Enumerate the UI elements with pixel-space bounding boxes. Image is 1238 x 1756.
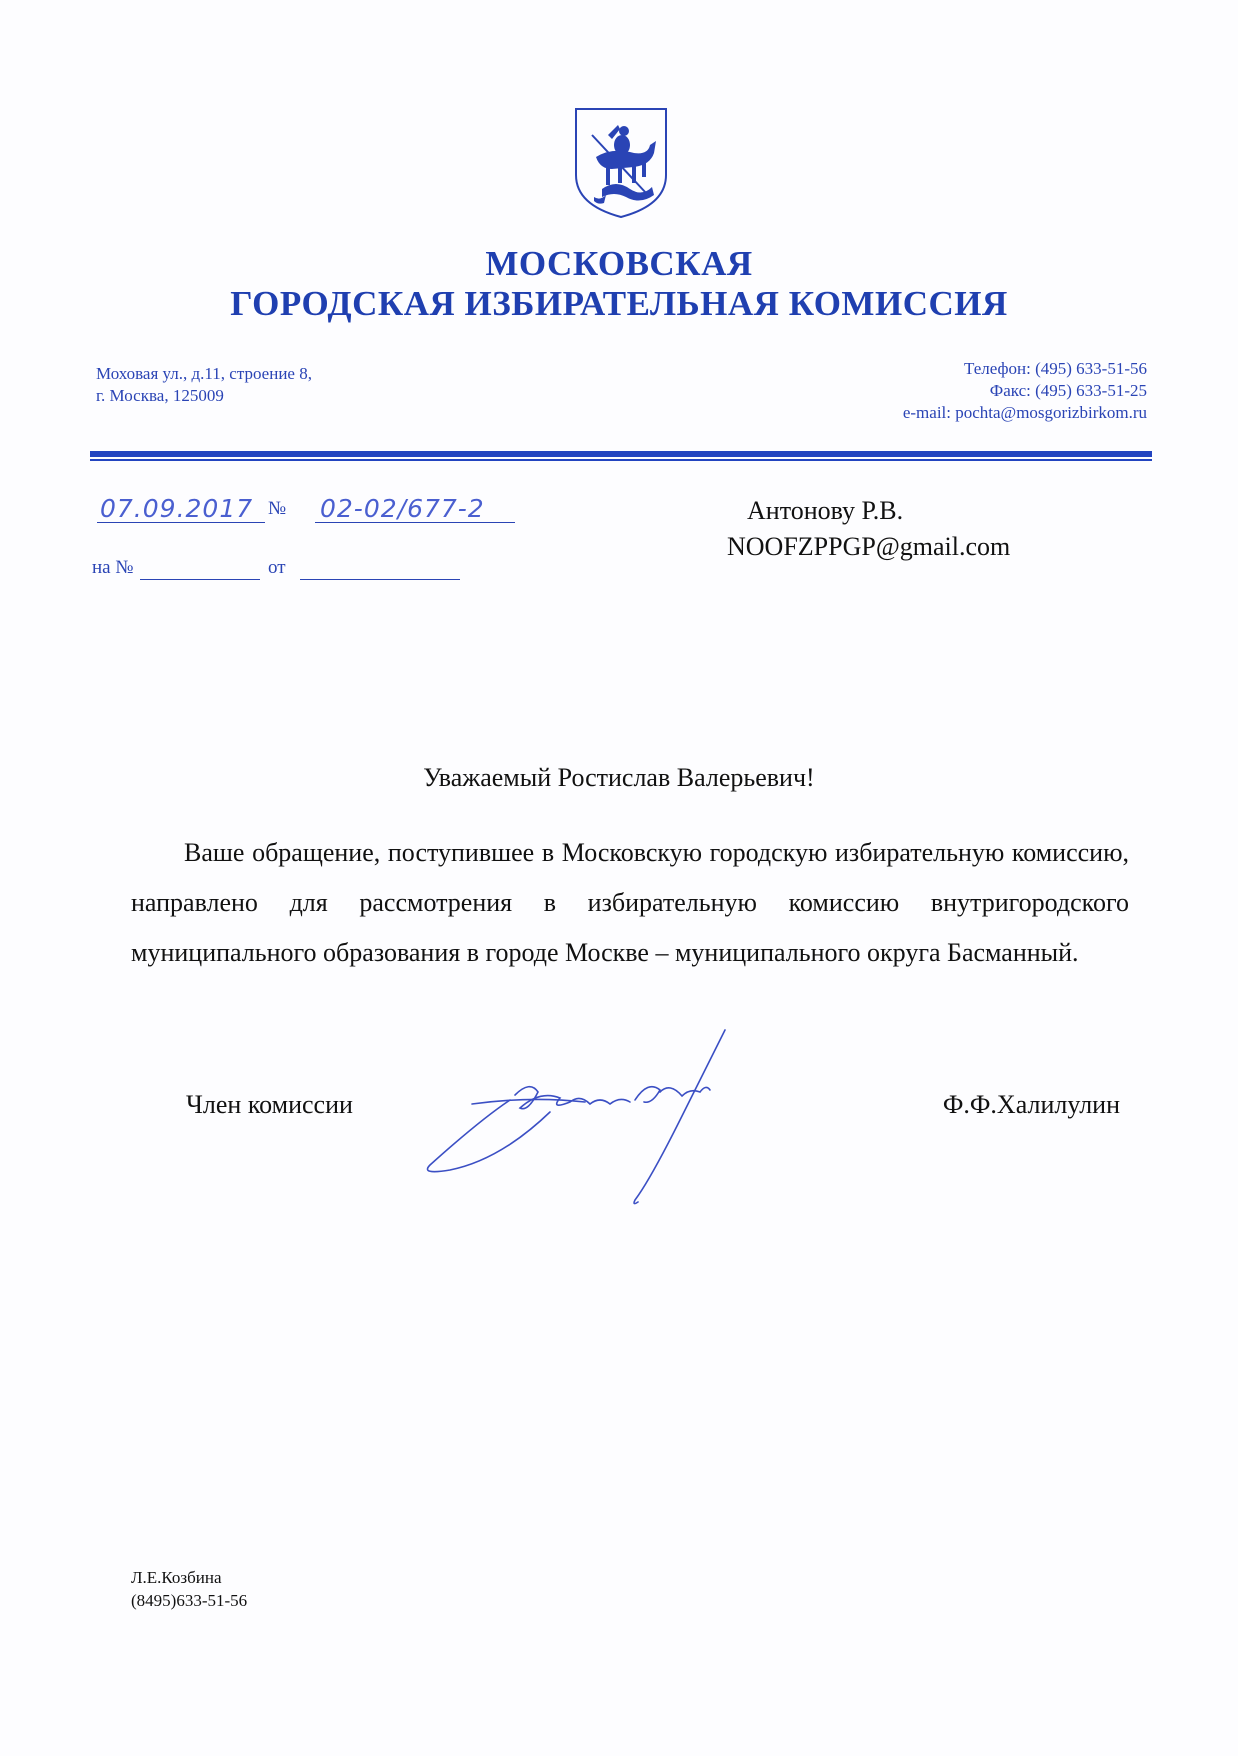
signatory-role: Член комиссии [186,1090,353,1119]
recipient-email: NOOFZPPGP@gmail.com [727,532,1011,561]
signatory-name: Ф.Ф.Халилулин [942,1090,1120,1119]
moscow-coat-of-arms-icon [572,105,670,221]
address-line1: Моховая ул., д.11, строение 8, [96,364,312,383]
handwritten-signature [420,1020,820,1220]
contact-block [903,358,1147,424]
email-text: e-mail: pochta@mosgorizbirkom.ru [902,403,1147,422]
header-divider-thick [90,451,1152,457]
org-title-line1: МОСКОВСКАЯ [485,244,753,283]
executor-name: Л.Е.Козбина [131,1568,222,1587]
org-title-line2: ГОРОДСКАЯ ИЗБИРАТЕЛЬНАЯ КОМИССИЯ [230,284,1008,323]
registration-date: 07.09.2017 [100,494,254,523]
reference-number-label: на № [92,557,134,578]
recipient-name: Антонову Р.В. [747,496,904,525]
recipient-block [727,493,1010,565]
executor-block [131,1566,247,1612]
fax-text: Факс: (495) 633-51-25 [989,381,1147,400]
reference-number-line [140,557,260,580]
reference-from-label: от [268,557,286,578]
letter-greeting: Уважаемый Ростислав Валерьевич! [423,763,815,792]
executor-phone: (8495)633-51-56 [131,1591,248,1610]
reference-from-line [300,557,460,580]
number-label: № [268,498,287,519]
address-line2: г. Москва, 125009 [96,386,224,405]
phone-text: Телефон: (495) 633-51-56 [964,359,1147,378]
letter-body: Ваше обращение, поступившее в Московскую городскую избирательную комиссию, направлено для рассмотрения в избирательную комиссию внутригородского муниципального образования в городе Москве – муниципального округа Басманный. [131,838,1129,967]
registration-number: 02-02/677-2 [320,494,485,523]
header-divider-thin [90,459,1152,461]
address-block [96,363,312,407]
